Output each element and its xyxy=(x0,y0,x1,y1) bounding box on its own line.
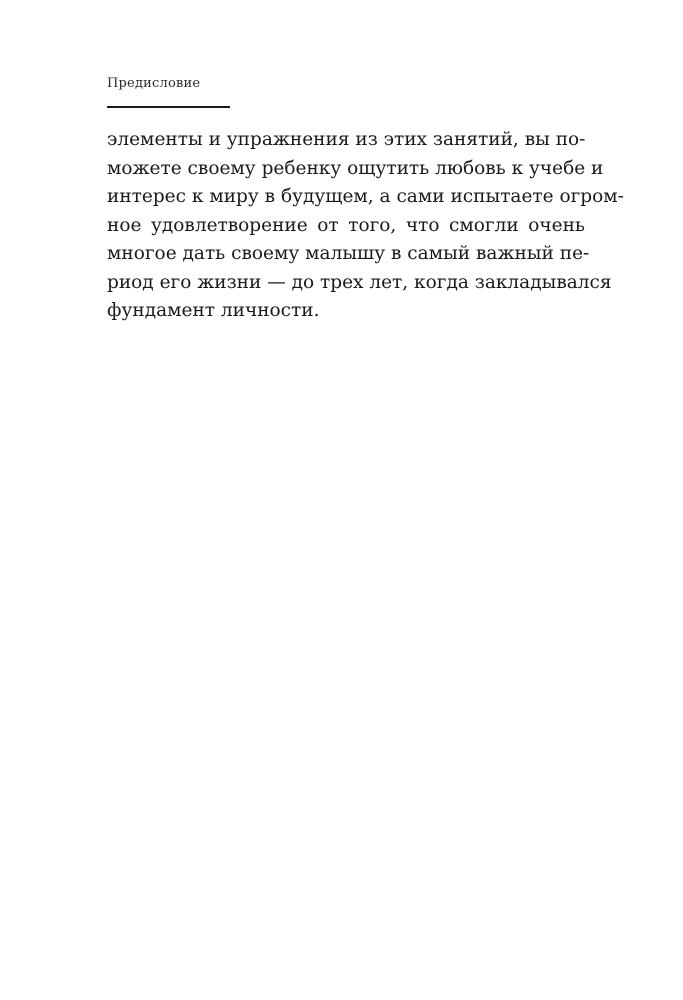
running-header: Предисловие xyxy=(107,76,201,91)
header-rule xyxy=(107,106,230,108)
text-line: можете своему ребенку ощутить любовь к учебе и xyxy=(107,157,604,179)
body-paragraph xyxy=(107,126,624,326)
text-line: ное удовлетворение от того, что смогли очень xyxy=(107,214,585,236)
text-line: фундамент личности. xyxy=(107,300,320,321)
text-line: элементы и упражнения из этих занятий, вы по- xyxy=(107,129,586,150)
text-line: риод его жизни — до трех лет, когда закладывался xyxy=(107,271,612,293)
text-line: интерес к миру в будущем, а сами испытаете огром- xyxy=(107,186,624,207)
text-line: многое дать своему малышу в самый важный пе- xyxy=(107,243,590,264)
